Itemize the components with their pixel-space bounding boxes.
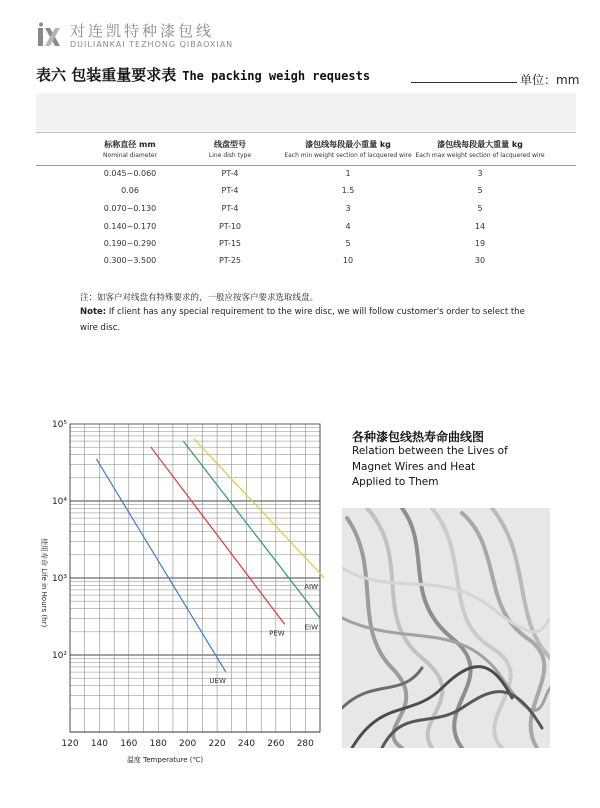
brand-name-en: DUILIANKAI TEZHONG QIBAOXIAN [70, 40, 234, 49]
note-en [80, 307, 525, 317]
series-line-pew [151, 447, 285, 624]
brand-logo-icon [36, 22, 64, 48]
x-axis-label: 温度 Temperature (℃) [126, 756, 204, 764]
header-max-weight: 漆包线每段最大重量 kg Each max weight section of lacquered wire [415, 140, 545, 159]
x-tick-label: 180 [149, 739, 167, 749]
table-title [36, 64, 370, 85]
thermal-life-chart [30, 410, 330, 765]
cell-max-weight: 5 [477, 204, 483, 213]
table-header-band [36, 93, 576, 131]
y-tick-label: 10² [51, 651, 67, 661]
cell-max-weight: 14 [474, 222, 486, 231]
table-divider [36, 165, 576, 166]
series-label-pew: PEW [269, 629, 285, 638]
cell-diameter: 0.06 [121, 186, 139, 195]
x-tick-label: 240 [237, 739, 256, 749]
cell-dish-type: PT-4 [221, 204, 239, 213]
relation-title-cn: 各种漆包线热寿命曲线图 [352, 430, 485, 444]
cell-dish-type: PT-4 [221, 169, 239, 178]
cell-dish-type: PT-4 [221, 186, 239, 195]
table-title-en: The packing weigh requests [182, 69, 371, 83]
cell-diameter: 0.070~0.130 [103, 204, 157, 213]
x-tick-label: 120 [61, 739, 79, 749]
x-tick-label: 220 [208, 739, 226, 749]
cell-dish-type: PT-10 [218, 222, 242, 231]
title-underline [411, 82, 517, 83]
cell-dish-type: PT-15 [218, 239, 242, 248]
note-cn: 注：如客户对线盘有特殊要求的，一般应按客户要求选取线盘。 [80, 293, 319, 303]
cell-max-weight: 5 [477, 186, 483, 195]
cell-max-weight: 3 [477, 169, 483, 178]
y-tick-label: 10³ [51, 574, 67, 584]
x-tick-label: 160 [120, 739, 138, 749]
series-label-eiw: EIW [304, 623, 318, 632]
series-line-uew [96, 459, 225, 672]
cell-diameter: 0.300~3.500 [103, 256, 157, 265]
note-en-text: If client has any special requirement to the wire disc, we will follow customer's order to select the [106, 307, 525, 317]
x-tick-label: 140 [90, 739, 109, 749]
series-label-uew: UEW [209, 677, 226, 686]
cell-diameter: 0.140~0.170 [103, 222, 157, 231]
x-tick-label: 280 [296, 739, 314, 749]
cell-diameter: 0.190~0.290 [103, 239, 157, 248]
cell-min-weight: 4 [345, 222, 351, 231]
y-tick-label: 10⁴ [51, 497, 67, 507]
header-line-dish-type: 线盘型号 Line dish type [208, 140, 252, 159]
note-en-continued: wire disc. [80, 323, 121, 333]
cell-min-weight: 3 [345, 204, 351, 213]
cell-min-weight: 1 [345, 169, 351, 178]
table-title-cn: 表六 包装重量要求表 [36, 66, 177, 84]
header-nominal-diameter: 标称直径 mm Nominal diameter [103, 140, 157, 159]
x-tick-label: 200 [179, 739, 197, 749]
y-axis-label: 使用寿命 Life in Hours (hr) [40, 538, 48, 628]
note-en-label: Note: [80, 307, 107, 317]
brand-name-cn: 对连凯特种漆包线 [70, 22, 215, 40]
cell-min-weight: 5 [345, 239, 351, 248]
relation-title-en: Relation between the Lives of Magnet Wires and Heat Applied to Them [352, 445, 508, 488]
cell-min-weight: 1.5 [341, 186, 355, 195]
cell-dish-type: PT-25 [218, 256, 242, 265]
cell-min-weight: 10 [342, 256, 354, 265]
series-line-aiw [194, 438, 325, 578]
series-line-eiw [183, 441, 320, 618]
magnet-wire-photo [342, 508, 550, 748]
series-label-aiw: AIW [304, 583, 318, 591]
y-tick-label: 10⁵ [51, 420, 67, 430]
x-tick-label: 260 [267, 739, 285, 749]
table-unit: 单位：mm [520, 73, 580, 87]
table-divider [36, 132, 576, 133]
header-min-weight: 漆包线每段最小重量 kg Each min weight section of lacquered wire [284, 140, 412, 159]
cell-max-weight: 19 [474, 239, 486, 248]
cell-max-weight: 30 [474, 256, 486, 265]
cell-diameter: 0.045~0.060 [103, 169, 157, 178]
